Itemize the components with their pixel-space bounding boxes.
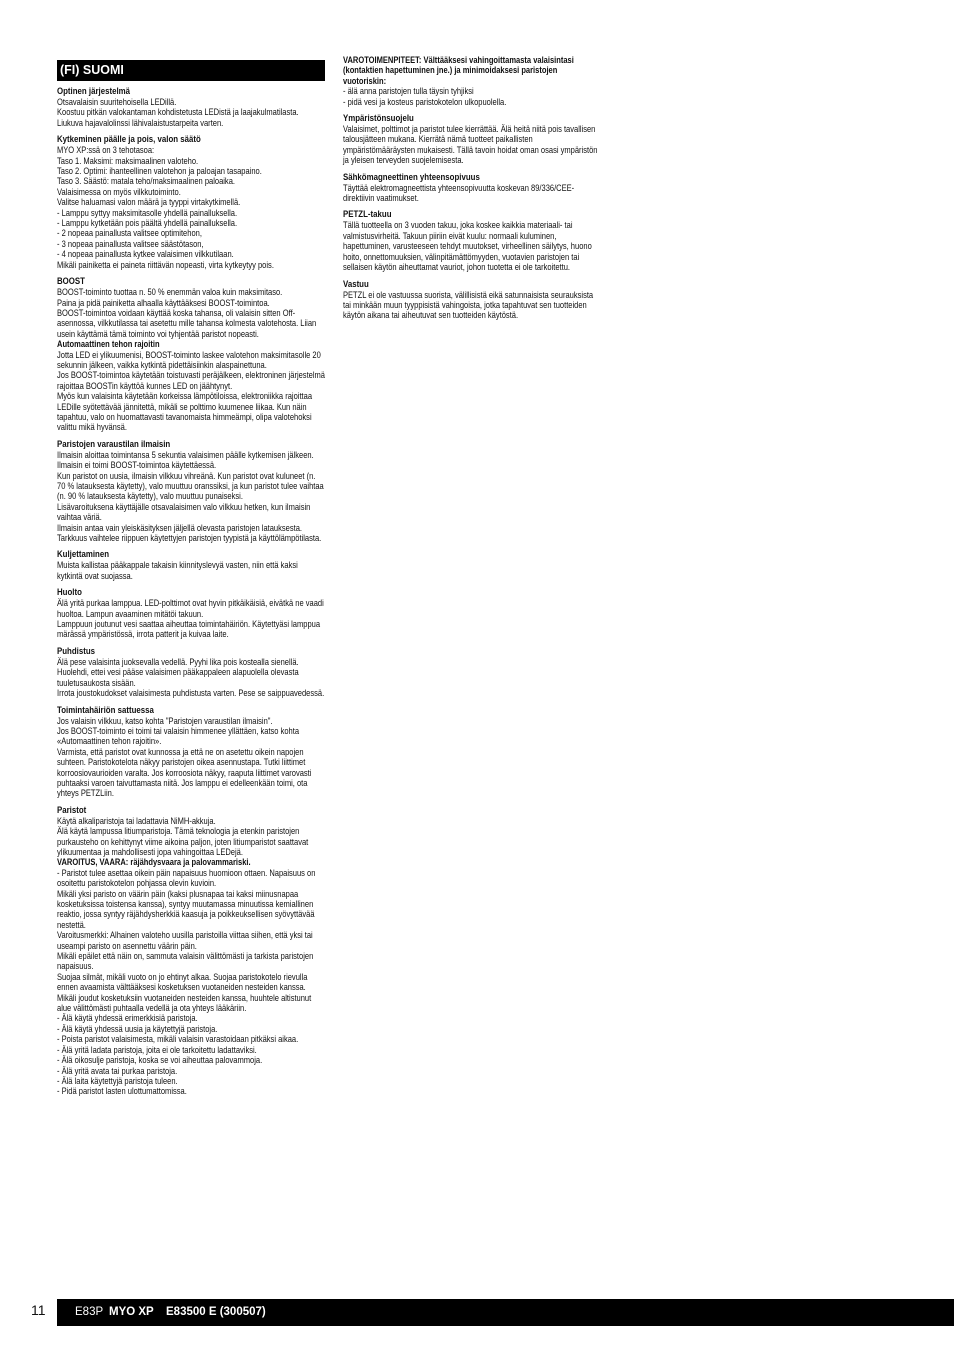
paragraph: - 4 nopeaa painallusta kytkee valaisimen vilkkutilaan. [57,249,234,260]
section-heading: Optinen järjestelmä [57,86,131,97]
section [343,279,601,321]
section-heading: Toimintahäiriön sattuessa [57,704,154,716]
paragraph: PETZL ei ole vastuussa suorista, välillisistä eikä satunnaisista seurauksista tai minkään muun tyyppisistä vahingoista, jotka tapahtuvat sen tuotteiden käytön aikana tai aiheutuvat sen tuotteiden käytöstä. [343,289,594,321]
paragraph: - Poista paristot valaisimesta, mikäli valaisin varastoidaan pitkäksi aikaa. [57,1034,299,1045]
paragraph: Lamppuun joutunut vesi saattaa aiheuttaa toimintahäiriön. Käytettyäsi lamppua märässä ympäristössä, irrota patterit ja kuivaa laite. [57,619,321,640]
paragraph: Suojaa silmät, mikäli vuoto on jo ehtinyt alkaa. Suojaa paristokotelo rievulla ennen avaamista välttääksesi kosketuksen vuotaneiden nesteiden kanssa. [57,971,308,993]
paragraph: - Lamppu syttyy maksimitasolle yhdellä painalluksella. [57,207,238,218]
paragraph: Myös kun valaisinta käytetään korkeissa lämpötiloissa, elektroniikka rajoittaa LEDille syötettävää jännitettä, mikäli se polttimo kuumenee liikaa. Kun näin tapahtuu, valo on huomattavasti tavanomaista himmeämpi, olipa valotehoksi valittu mikä hyvänsä. [57,391,313,433]
footer-model: MYO XP [109,1306,154,1318]
paragraph: Muista kallistaa pääkappale takaisin kiinnityslevyä vasten, niin että kaksi kytkintä ovat suojassa. [57,560,298,581]
paragraph: Älä yritä purkaa lamppua. LED-polttimot ovat hyvin pitkäikäisiä, eivätkä ne vaadi huoltoa. Lampun avaaminen mitätöi takuun. [57,598,324,619]
section [343,55,601,107]
section-heading: Puhdistus [57,645,96,657]
paragraph: Ilmaisin antaa vain yleiskäsityksen jäljellä olevasta paristojen latauksesta. Tarkkuus vaihtelee riippuen käytettyjen paristojen tyypistä ja käyttölämpötilasta. [57,522,322,544]
paragraph: BOOST-toiminto tuottaa n. 50 % enemmän valoa kuin maksimitaso. [57,287,283,298]
section [57,134,325,270]
left-sections [57,86,325,1097]
paragraph: Paina ja pidä painiketta alhaalla käyttääksesi BOOST-toimintoa. [57,297,270,308]
section-heading: Vastuu [343,278,369,290]
left-column [57,54,325,1103]
right-column [343,55,601,327]
paragraph: MYO XP:ssä on 3 tehotasoa: [57,145,155,156]
paragraph: Täyttää elektromagneettista yhteensopivuutta koskevan 89/336/CEE-direktiivin vaatimukset. [343,182,575,204]
paragraph: Kun paristot on uusia, ilmaisin vilkkuu vihreänä. Kun paristot ovat kuluneet (n. 70 % latauksesta käytetty), valo muuttuu oranssiksi, ja kun paristot tulee vaihtaa (n. 90 % latauksesta käytetty), valo muuttuu punaiseksi. [57,470,324,502]
paragraph: Varmista, että paristot ovat kunnossa ja että ne on asetettu oikein napojen suhteen. Paristokotelota näkyy paristojen oikea asennustapa. Tutki liittimet korroosiovaurioiden varalta. Jos korroosiota näkyy, raaputa liittimet varovasti puhtaaksi varoen taivuttamasta niitä. Jos lamppu ei edelleenkään toimi, ota yhteys PETZLiin. [57,746,312,799]
section-heading: PETZL-takuu [343,209,392,221]
paragraph: BOOST-toimintoa voidaan käyttää koska tahansa, oli valaisin sitten Off-asennossa, vilkkutilassa tai asetettu mille tahansa kolmesta valotehosta. Liian usein käyttämä tämä toiminto voi tyhjentää paristot nopeasti. [57,307,317,339]
paragraph: Mikäli epäilet että näin on, sammuta valaisin välittömästi ja tarkista paristojen napaisuus. [57,951,314,972]
paragraph: Älä pese valaisinta juoksevalla vedellä. Pyyhi lika pois kostealla sienellä. Huolehdi, ettei vesi pääse valaisimen pääkappaleen alapuolella olevasta tuuletusaukosta sisään. [57,656,299,688]
section [343,172,601,204]
section-heading: Kytkeminen päälle ja pois, valon säätö [57,134,201,146]
paragraph: - Paristot tulee asettaa oikein päin napaisuus huomioon ottaen. Napaisuus on osoitettu paristokotelon pohjassa olevin kuvioin. [57,867,316,889]
section [343,113,601,166]
paragraph: Mikäli joudut kosketuksiin vuotaneiden nesteiden kanssa, huuhtele altistunut alue välittömästi puhtaalla vedellä ja ota yhteys lääkäriin. [57,992,312,1014]
paragraph: Jos BOOST-toimintoa käytetään toistuvasti peräjälkeen, elektroninen järjestelmä rajoittaa BOOSTin käyttöä kunnes LED on jäähtynyt. [57,370,326,391]
section [57,86,325,128]
paragraph: - Pidä paristot lasten ulottumattomissa. [57,1086,187,1097]
paragraph: Otsavalaisin suuritehoisella LEDillä. [57,97,177,107]
paragraph: Mikäli painiketta ei paineta riittävän nopeasti, virta kytkeytyy pois. [57,259,274,270]
section [57,439,325,544]
paragraph: Valitse haluamasi valon määrä ja tyyppi virtakytkimellä. [57,197,241,208]
subheading: Automaattinen tehon rajoitin [57,339,160,350]
paragraph: Ilmaisin aloittaa toimintansa 5 sekuntia valaisimen päälle kytkemisen jälkeen. [57,449,314,460]
section [57,276,325,433]
section [57,805,325,1097]
paragraph: Liukuva hajavalolinssi lähivalaistustarpeita varten. [57,117,224,128]
paragraph: Mikäli yksi paristo on väärin päin (kaksi plusnapaa tai kaksi miinusnapaa kosketuksissa toistensa kanssa), syntyy muutamassa minuutissa kemiallinen reaktio, jossa syntyy räjähdysherkkiä kaasuja ja poikkeuksellisen syövyttävää nestettä. [57,888,315,930]
paragraph: - Älä yritä ladata paristoja, joita ei ole tarkoitettu ladattaviksi. [57,1044,257,1055]
paragraph: Jos BOOST-toiminto ei toimi tai valaisin himmenee yllättäen, katso kohta «Automaattinen tehon rajoitin». [57,725,300,747]
paragraph: Jotta LED ei ylikuumenisi, BOOST-toiminto laskee valotehon maksimitasolle 20 sekunnin jälkeen, vaikka kytkintä pidettäisiinkin alaspainettuna. [57,349,321,370]
paragraph: Varoitusmerkki: Alhainen valoteho uusilla paristoilla viittaa siihen, että yksi tai useampi paristo on asennettu väärin päin. [57,930,313,951]
footer-bar [57,1299,954,1326]
right-sections [343,55,601,321]
paragraph: Taso 3. Säästö: matala teho/maksimaalinen paloaika. [57,176,235,187]
paragraph: - Älä laita käytettyjä paristoja tuleen. [57,1075,178,1086]
paragraph: - pidä vesi ja kosteus paristokotelon ulkopuolella. [343,96,507,107]
paragraph: Käytä alkaliparistoja tai ladattavia NiMH-akkuja. [57,815,216,826]
paragraph: Lisävaroituksena käyttäjälle otsavalaisimen valo vilkkuu hetken, kun ilmaisin vaihtaa väriä. [57,501,311,523]
paragraph: Taso 2. Optimi: ihanteellinen valotehon ja paloajan tasapaino. [57,166,262,177]
paragraph: - Älä yritä avata tai purkaa paristoja. [57,1065,178,1076]
section [57,587,325,640]
section-heading: Paristot [57,804,87,816]
footer-code: E83P [75,1306,104,1318]
paragraph: Älä käytä lampussa litiumparistoja. Tämä teknologia ja etenkin paristojen purkausteho on kehittynyt viime aikoina paljon, joten litiumparistot saattavat ylikuumentaa ja mahdollisesti jopa vahingoittaa LEDejä. [57,826,309,857]
section [343,209,601,272]
paragraph: - älä anna paristojen tulla täysin tyhjiksi [343,86,474,97]
section-heading: Ympäristönsuojelu [343,113,414,125]
paragraph: - Lamppu kytketään pois päältä yhdellä painalluksella. [57,218,238,229]
paragraph: Tällä tuotteella on 3 vuoden takuu, joka koskee kaikkia materiaali- tai valmistusvirheitä. Takuun piiriin eivät kuulu: normaali kuluminen, hapettuminen, varusteeseen tehdyt muutokset, virheellinen säilytys, huono hoito, onnettomuuksien, välinpitämättömyyden, vuotavien paristojen tai sellaisen käytön aiheuttamat vauriot, johon tuotetta ei ole tarkoitettu. [343,220,592,273]
paragraph: Ilmaisin ei toimi BOOST-toimintoa käytettäessä. [57,460,217,471]
paragraph: Irrota joustokudokset valaisimesta puhdistusta varten. Pese se saippuavedessä. [57,688,325,699]
paragraph: - Älä käytä yhdessä erimerkkisiä paristoja. [57,1013,198,1024]
paragraph: Jos valaisin vilkkuu, katso kohta "Paristojen varaustilan ilmaisin". [57,715,273,726]
page-number: 11 [31,1302,46,1318]
language-header: (FI) SUOMI [57,60,325,81]
paragraph: - Älä oikosulje paristoja, koska se voi aiheuttaa palovammoja. [57,1055,263,1066]
paragraph: Valaisimessa on myös vilkkutoiminto. [57,186,181,197]
section-heading: Huolto [57,587,82,599]
warning-heading: VAROTOIMENPITEET: Välttääksesi vahingoittamasta valaisintasi (kontaktien hapettuminen jne.) ja minimoidaksesi paristojen vuotoriskin: [343,55,574,86]
section [57,705,325,799]
section [57,549,325,581]
paragraph: - 3 nopeaa painallusta valitsee säästötason, [57,238,204,249]
subheading: VAROITUS, VAARA: räjähdysvaara ja palovammariski. [57,857,251,868]
paragraph: Koostuu pitkän valokantaman kohdistetusta LEDistä ja laajakulmatilasta. [57,107,299,118]
section-heading: Kuljettaminen [57,549,110,561]
paragraph: - 2 nopeaa painallusta valitsee optimitehon, [57,228,202,239]
section [57,646,325,699]
paragraph: Taso 1. Maksimi: maksimaalinen valoteho. [57,155,199,166]
section-heading: BOOST [57,276,85,288]
paragraph: - Älä käytä yhdessä uusia ja käytettyjä paristoja. [57,1023,218,1034]
section-heading: Sähkömagneettinen yhteensopivuus [343,171,480,183]
section-heading: Paristojen varaustilan ilmaisin [57,438,171,450]
paragraph: Valaisimet, polttimot ja paristot tulee kierrättää. Älä heitä niitä pois tavallisen talousjätteen mukana. Kierrätä nämä tuotteet paikallisten ympäristömääräysten mukaisesti. Tällä tavoin hoidat oman osasi ympäristön ja yleisen terveyden suojelemisesta. [343,124,598,166]
footer-reference: E83500 E (300507) [166,1306,266,1318]
